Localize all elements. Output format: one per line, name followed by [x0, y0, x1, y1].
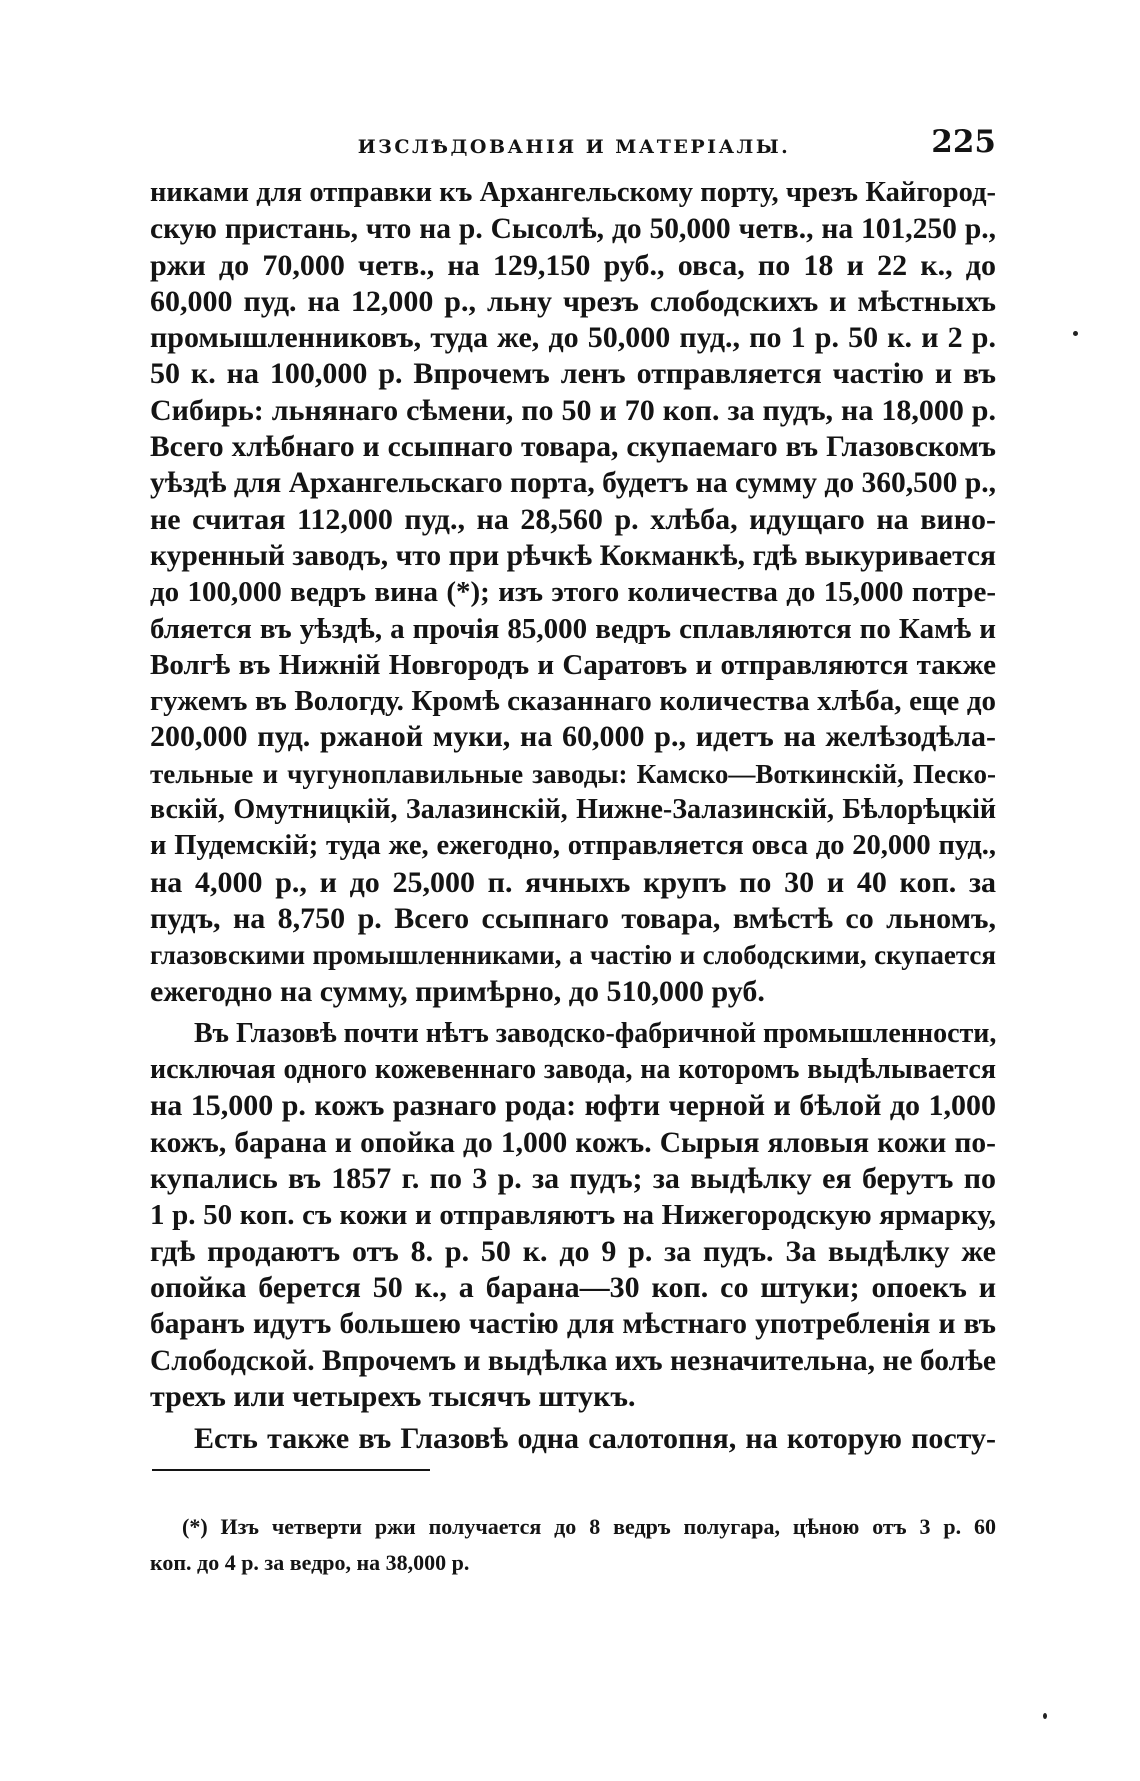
- text-line: ржи до 70,000 четв., на 129,150 руб., овса, по 18 и 22 к., до: [150, 248, 996, 282]
- text-line: ежегодно на сумму, примѣрно, до 510,000 руб.: [150, 974, 765, 1008]
- text-line: на 15,000 р. кожъ разнаго рода: юфти черной и бѣлой до 1,000: [150, 1089, 996, 1123]
- text-line: исключая одного кожевеннаго завода, на которомъ выдѣлывается: [150, 1054, 996, 1086]
- text-line: трехъ или четырехъ тысячъ штукъ.: [150, 1379, 636, 1413]
- text-line: тельные и чугуноплавильные заводы: Камско—Воткинскій, Песко-: [150, 758, 996, 789]
- footnote-line: коп. до 4 р. за ведро, на 38,000 р.: [150, 1550, 470, 1575]
- text-line: 200,000 пуд. ржаной муки, на 60,000 р., идетъ на желѣзодѣла-: [150, 720, 996, 754]
- text-line: куренный заводъ, что при рѣчкѣ Кокманкѣ, гдѣ выкуривается: [150, 539, 996, 572]
- text-line: Всего хлѣбнаго и ссыпнаго товара, скупаемаго въ Глазовскомъ: [150, 431, 996, 464]
- footnote-line: (*) Изъ четверти ржи получается до 8 ведръ полугара, цѣною отъ 3 р. 60: [182, 1514, 996, 1539]
- text-line: 1 р. 50 коп. съ кожи и отправляютъ на Нижегородскую ярмарку,: [150, 1199, 996, 1232]
- page-header: [152, 124, 996, 164]
- text-line: 60,000 пуд. на 12,000 р., льну чрезъ слободскихъ и мѣстныхъ: [150, 284, 996, 318]
- text-line: гдѣ продаютъ отъ 8. р. 50 к. до 9 р. за пудъ. За выдѣлку же: [150, 1234, 996, 1268]
- text-line: не считая 112,000 пуд., на 28,560 р. хлѣба, идущаго на вино-: [150, 502, 996, 536]
- text-line: Сибирь: льнянаго сѣмени, по 50 и 70 коп. за пудъ, на 18,000 р.: [150, 393, 996, 427]
- margin-speck: [1073, 331, 1078, 336]
- paragraph-2: [150, 1016, 996, 1415]
- text-line: никами для отправки къ Архангельскому порту, чрезъ Кайгород-: [150, 177, 996, 208]
- text-line: купались въ 1857 г. по 3 р. за пудъ; за выдѣлку ея берутъ по: [150, 1162, 996, 1196]
- text-line: Въ Глазовѣ почти нѣтъ заводско-фабричной промышленности,: [194, 1017, 997, 1049]
- margin-speck: [1043, 1713, 1047, 1719]
- text-line: баранъ идутъ большею частію для мѣстнаго употребленія и въ: [150, 1308, 996, 1341]
- text-line: кожъ, барана и опойка до 1,000 кожъ. Сырыя яловыя кожи по-: [150, 1126, 996, 1159]
- text-line: пудъ, на 8,750 р. Всего ссыпнаго товара, вмѣстѣ со льномъ,: [150, 901, 996, 935]
- text-line: до 100,000 ведръ вина (*); изъ этого количества до 15,000 потре-: [150, 576, 996, 609]
- text-line: Слободской. Впрочемъ и выдѣлка ихъ незначительна, не болѣе: [150, 1344, 996, 1377]
- text-line: 50 к. на 100,000 р. Впрочемъ ленъ отправляется частію и въ: [150, 357, 996, 391]
- text-line: промышленниковъ, туда же, до 50,000 пуд., по 1 р. 50 к. и 2 р.: [150, 321, 996, 355]
- body-text: [150, 175, 996, 1457]
- text-line: бляется въ уѣздѣ, а прочія 85,000 ведръ сплавляются по Камѣ и: [150, 612, 996, 645]
- text-line: Есть также въ Глазовѣ одна салотопня, на которую посту-: [194, 1422, 996, 1456]
- page-number: 225: [931, 124, 996, 160]
- footnote: [150, 1509, 996, 1581]
- text-line: вскій, Омутницкій, Залазинскій, Нижне-Залазинскій, Бѣлорѣцкій: [150, 794, 996, 826]
- text-line: глазовскими промышленниками, а частію и слободскими, скупается: [150, 940, 996, 971]
- running-head: ИЗСЛѢДОВАНІЯ И МАТЕРІАЛЫ.: [357, 136, 791, 158]
- paragraph-3: [150, 1421, 996, 1457]
- text-line: опойка берется 50 к., а барана—30 коп. со штуки; опоекъ и: [150, 1270, 996, 1304]
- text-line: Волгѣ въ Нижній Новгородъ и Саратовъ и отправляются также: [150, 648, 996, 681]
- text-line: уѣздѣ для Архангельскаго порта, будетъ на сумму до 360,500 р.,: [150, 467, 996, 500]
- footnote-rule: [152, 1469, 430, 1471]
- text-line: гужемъ въ Вологду. Кромѣ сказаннаго количества хлѣба, еще до: [150, 685, 996, 718]
- paragraph-1: [150, 175, 996, 1010]
- text-line: скую пристань, что на р. Сысолѣ, до 50,000 четв., на 101,250 р.,: [150, 213, 996, 246]
- text-line: и Пудемскій; туда же, ежегодно, отправляется овса до 20,000 пуд.,: [150, 830, 996, 862]
- text-line: на 4,000 р., и до 25,000 п. ячныхъ крупъ по 30 и 40 коп. за: [150, 865, 996, 899]
